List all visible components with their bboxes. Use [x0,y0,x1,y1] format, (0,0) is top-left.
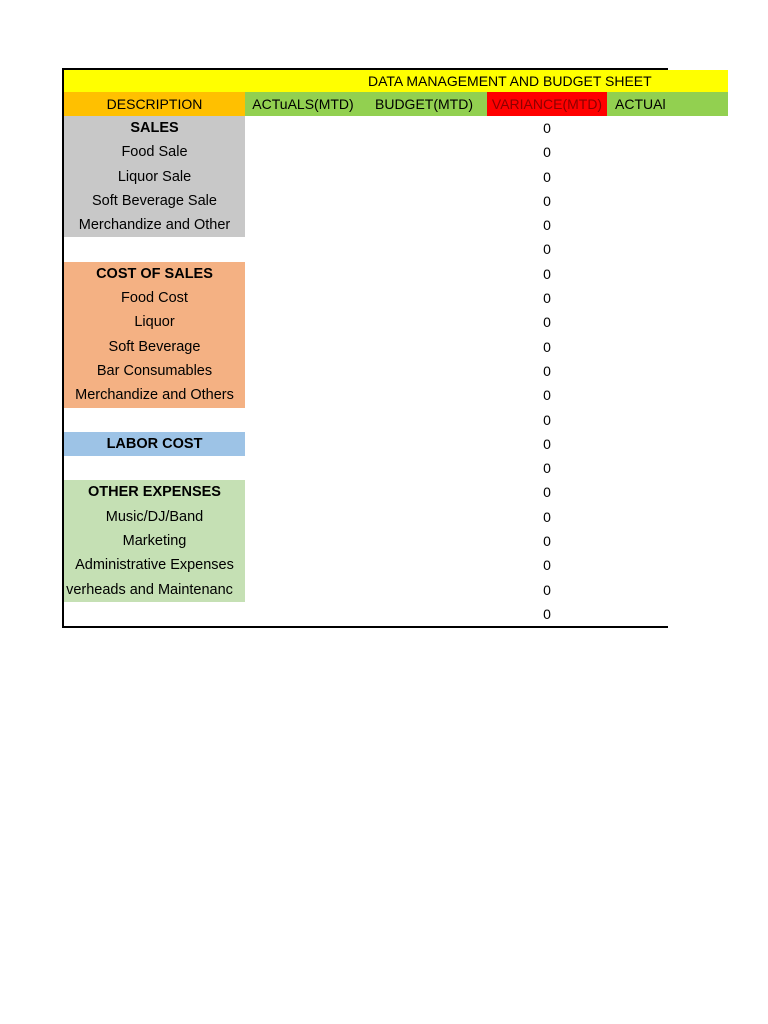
table-row [64,602,728,626]
table-row [64,359,728,383]
table-row [64,553,728,577]
sheet-border-bottom [62,626,668,628]
variance-cell[interactable]: 0 [543,605,551,622]
header-actual-ytd[interactable]: ACTUAl [607,92,728,116]
row-label[interactable] [64,602,245,626]
header-budget-mtd[interactable]: BUDGET(MTD) [361,92,487,116]
row-label[interactable]: Soft Beverage [64,335,245,359]
variance-cell[interactable]: 0 [543,192,551,209]
table-row [64,383,728,407]
variance-cell[interactable]: 0 [543,217,551,234]
table-row [64,140,728,164]
header-actuals-mtd[interactable]: ACTuALS(MTD) [245,92,361,116]
variance-cell[interactable]: 0 [543,314,551,331]
row-label[interactable]: verheads and Maintenanc [64,578,245,602]
row-label[interactable]: Liquor [64,310,245,334]
variance-cell[interactable]: 0 [543,484,551,501]
table-row [64,237,728,261]
table-row [64,165,728,189]
variance-cell[interactable]: 0 [543,411,551,428]
row-label[interactable]: Liquor Sale [64,165,245,189]
table-row [64,116,728,140]
variance-cell[interactable]: 0 [543,557,551,574]
variance-cell[interactable]: 0 [543,533,551,550]
sheet-border-top [62,68,668,70]
table-row [64,310,728,334]
variance-cell[interactable]: 0 [543,435,551,452]
header-description[interactable]: DESCRIPTION [64,92,245,116]
row-label[interactable]: Soft Beverage Sale [64,189,245,213]
section-header-other-expenses[interactable]: OTHER EXPENSES [64,480,245,504]
table-row [64,408,728,432]
row-label[interactable]: Marketing [64,529,245,553]
table-row [64,480,728,504]
table-row [64,213,728,237]
variance-cell[interactable]: 0 [543,508,551,525]
variance-cell[interactable]: 0 [543,144,551,161]
row-label[interactable]: Merchandize and Other [64,213,245,237]
row-label[interactable] [64,408,245,432]
table-row [64,262,728,286]
header-row [64,92,728,116]
table-row [64,505,728,529]
table-row [64,456,728,480]
table-row [64,578,728,602]
row-label[interactable] [64,456,245,480]
section-header-labor-cost[interactable]: LABOR COST [64,432,245,456]
variance-cell[interactable]: 0 [543,168,551,185]
section-header-cost-of-sales[interactable]: COST OF SALES [64,262,245,286]
row-label[interactable]: Food Cost [64,286,245,310]
variance-cell[interactable]: 0 [543,265,551,282]
variance-cell[interactable]: 0 [543,362,551,379]
variance-cell[interactable]: 0 [543,120,551,136]
row-label[interactable]: Administrative Expenses [64,553,245,577]
table-row [64,335,728,359]
row-label[interactable]: Bar Consumables [64,359,245,383]
row-label[interactable]: Food Sale [64,140,245,164]
table-row [64,286,728,310]
sheet-title: DATA MANAGEMENT AND BUDGET SHEET [368,73,652,89]
table-row [64,529,728,553]
header-variance-mtd[interactable]: VARIANCE(MTD) [487,92,607,116]
row-label[interactable]: Music/DJ/Band [64,505,245,529]
variance-cell[interactable]: 0 [543,387,551,404]
variance-cell[interactable]: 0 [543,460,551,477]
variance-cell[interactable]: 0 [543,581,551,598]
budget-sheet [62,68,728,628]
variance-cell[interactable]: 0 [543,241,551,258]
variance-cell[interactable]: 0 [543,290,551,307]
variance-cell[interactable]: 0 [543,338,551,355]
row-label[interactable]: Merchandize and Others [64,383,245,407]
sheet-border-left [62,68,64,628]
table-row [64,432,728,456]
sheet-rows [64,116,728,626]
row-label[interactable] [64,237,245,261]
section-header-sales[interactable]: SALES [64,116,245,140]
table-row [64,189,728,213]
